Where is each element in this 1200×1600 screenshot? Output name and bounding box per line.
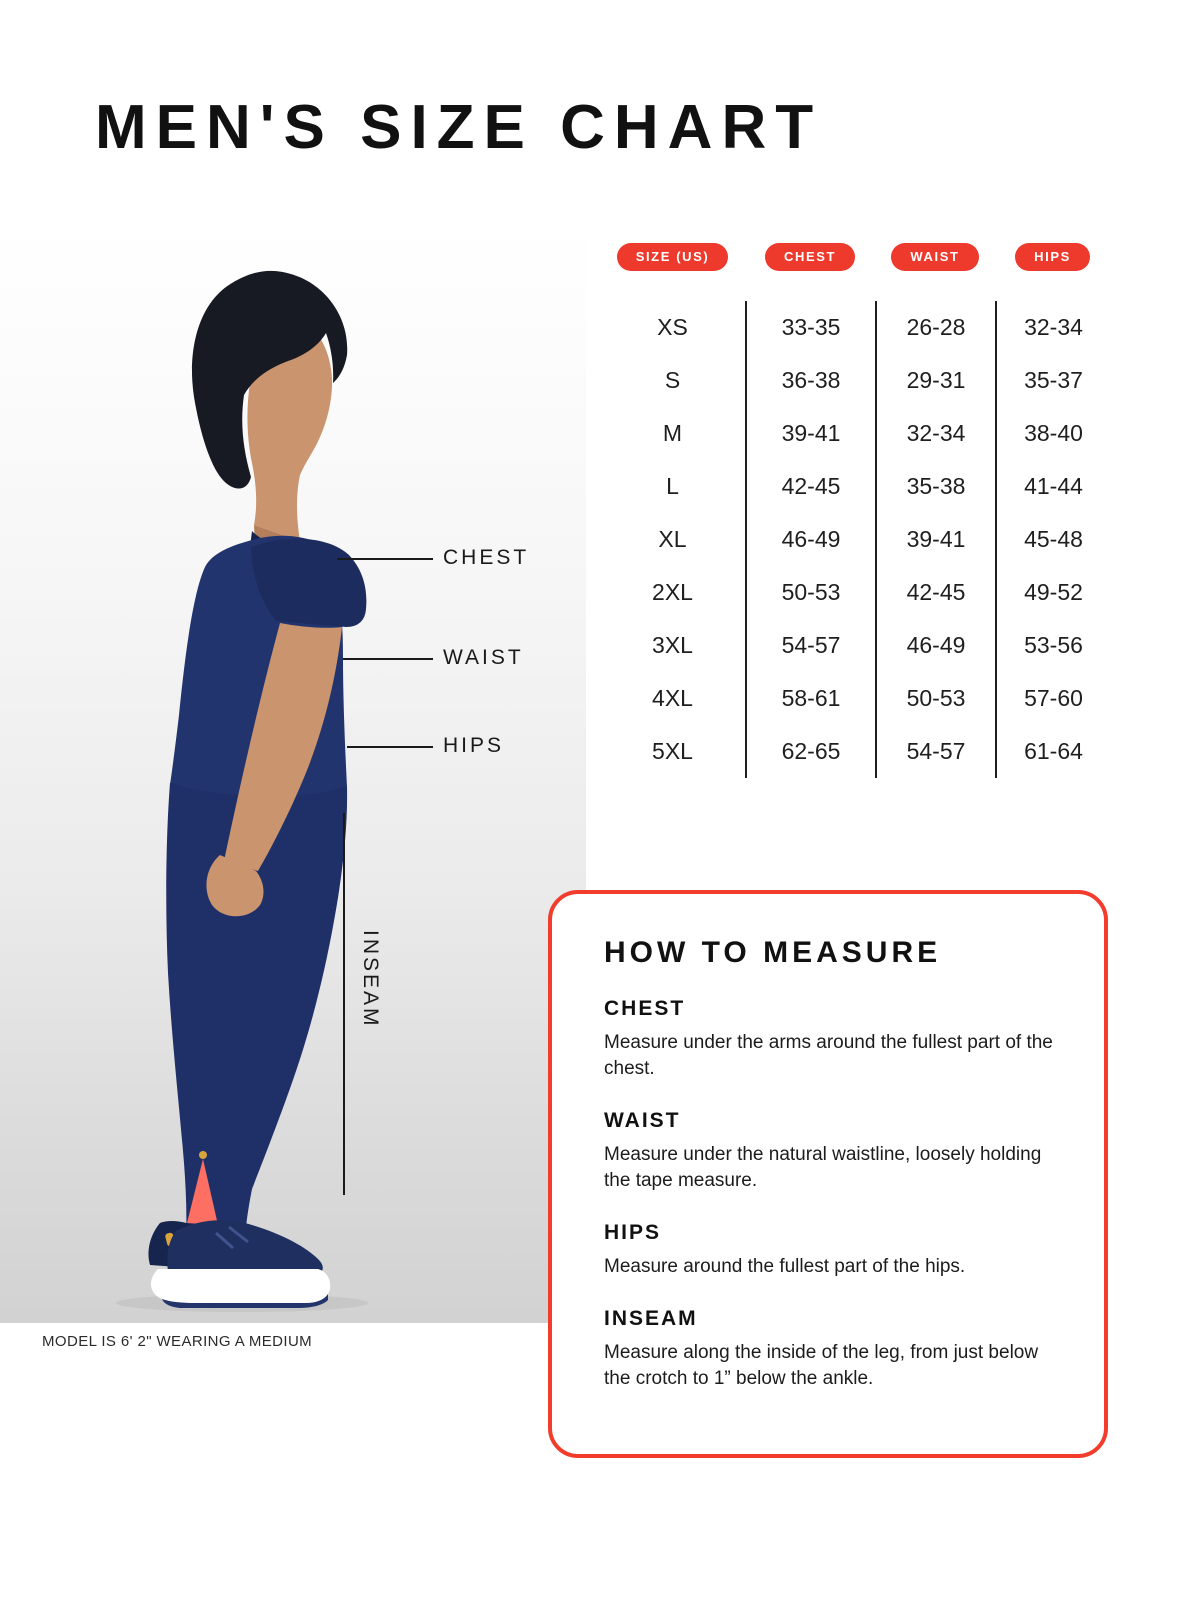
cell-hips: 45-48	[995, 513, 1110, 566]
measure-text-inseam: Measure along the inside of the leg, from just below the crotch to 1” below the ankle.	[604, 1342, 1039, 1389]
cell-hips: 32-34	[995, 301, 1110, 354]
hips-pointer-line	[347, 746, 433, 748]
cell-hips: 61-64	[995, 725, 1110, 778]
cell-waist: 35-38	[875, 460, 995, 513]
table-row	[600, 407, 1110, 460]
cell-size: XL	[658, 526, 687, 552]
table-row	[600, 566, 1110, 619]
measure-section-waist	[604, 1109, 1056, 1194]
model-photo	[0, 225, 586, 1323]
cell-waist: 50-53	[875, 672, 995, 725]
cell-size: 5XL	[652, 738, 693, 764]
how-to-measure-box	[548, 890, 1108, 1458]
cell-waist: 32-34	[875, 407, 995, 460]
size-table	[600, 243, 1110, 778]
measure-section-chest	[604, 997, 1056, 1082]
cell-waist: 29-31	[875, 354, 995, 407]
how-to-measure-title: HOW TO MEASURE	[604, 936, 942, 969]
cell-chest: 36-38	[745, 354, 875, 407]
cell-chest: 62-65	[745, 725, 875, 778]
table-row	[600, 301, 1110, 354]
cell-chest: 42-45	[745, 460, 875, 513]
size-table-header-row	[600, 243, 1110, 271]
cell-size: 3XL	[652, 632, 693, 658]
cell-size: 2XL	[652, 579, 693, 605]
cell-hips: 41-44	[995, 460, 1110, 513]
cell-waist: 26-28	[875, 301, 995, 354]
measure-section-hips	[604, 1221, 1056, 1280]
measure-label-inseam: INSEAM	[604, 1307, 698, 1330]
cell-size: S	[664, 367, 681, 393]
cell-waist: 54-57	[875, 725, 995, 778]
measure-text-chest: Measure under the arms around the fullest part of the chest.	[604, 1032, 1053, 1079]
shoe-front	[167, 1220, 323, 1271]
table-row	[600, 354, 1110, 407]
measure-label-hips: HIPS	[604, 1221, 662, 1244]
chest-annotation-label: CHEST	[443, 546, 530, 569]
measure-text-hips: Measure around the fullest part of the hips.	[604, 1256, 966, 1277]
waist-annotation-label: WAIST	[443, 646, 524, 669]
model-caption: MODEL IS 6' 2" WEARING A MEDIUM	[42, 1333, 313, 1350]
cell-size: L	[666, 473, 679, 499]
page-title: MEN'S SIZE CHART	[95, 93, 823, 162]
cell-chest: 46-49	[745, 513, 875, 566]
cell-size: M	[662, 420, 683, 446]
cell-hips: 49-52	[995, 566, 1110, 619]
header-pill-chest: CHEST	[765, 243, 855, 271]
size-table-body	[600, 301, 1110, 778]
cell-chest: 33-35	[745, 301, 875, 354]
measure-section-inseam	[604, 1307, 1056, 1392]
waist-pointer-line	[343, 658, 433, 660]
cell-waist: 46-49	[875, 619, 995, 672]
cell-hips: 35-37	[995, 354, 1110, 407]
hips-annotation-label: HIPS	[443, 734, 505, 757]
table-row	[600, 725, 1110, 778]
table-row	[600, 513, 1110, 566]
cell-hips: 57-60	[995, 672, 1110, 725]
cell-waist: 42-45	[875, 566, 995, 619]
cell-waist: 39-41	[875, 513, 995, 566]
zipper-pull	[199, 1151, 207, 1159]
table-row	[600, 460, 1110, 513]
table-row	[600, 619, 1110, 672]
cell-size: XS	[657, 314, 688, 340]
header-pill-waist: WAIST	[891, 243, 978, 271]
shoe-sole	[151, 1269, 330, 1303]
header-pill-hips: HIPS	[1015, 243, 1090, 271]
measure-text-waist: Measure under the natural waistline, loosely holding the tape measure.	[604, 1144, 1042, 1191]
chest-pointer-line	[337, 558, 433, 560]
cell-hips: 38-40	[995, 407, 1110, 460]
inseam-pointer-line	[343, 813, 345, 1195]
model-illustration	[0, 225, 586, 1323]
cell-chest: 58-61	[745, 672, 875, 725]
cell-size: 4XL	[652, 685, 693, 711]
measure-label-chest: CHEST	[604, 997, 686, 1020]
header-pill-size: SIZE (US)	[617, 243, 729, 271]
table-row	[600, 672, 1110, 725]
inseam-annotation-label: INSEAM	[359, 930, 382, 1029]
cell-chest: 50-53	[745, 566, 875, 619]
cell-hips: 53-56	[995, 619, 1110, 672]
cell-chest: 54-57	[745, 619, 875, 672]
cell-chest: 39-41	[745, 407, 875, 460]
measure-label-waist: WAIST	[604, 1109, 681, 1132]
